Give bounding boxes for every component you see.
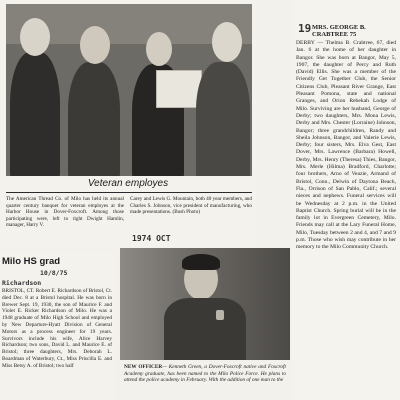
person-figure: [196, 62, 250, 176]
person-head: [146, 32, 172, 66]
caption-body: — Kenneth Green, a Dover-Foxcroft native and Foxcroft Academy graduate, has been named to the Milo Police Force. He plans to attend the police academy in February. With the addition of one man to the: [124, 364, 286, 384]
handwritten-date-note: 1974 OCT: [132, 234, 171, 243]
caption-label: NEW OFFICER: [124, 364, 163, 370]
handwritten-name: Richardson: [2, 279, 42, 287]
person-head: [20, 18, 50, 56]
person-figure: [10, 52, 60, 176]
award-plaque: [156, 70, 202, 108]
clipping-headline: Milo HS grad: [2, 256, 61, 267]
person-figure: [68, 62, 120, 176]
veteran-employes-photo: [6, 4, 252, 176]
photo-caption: Veteran employes: [87, 178, 169, 189]
person-head: [80, 26, 110, 64]
officer-photo: [120, 248, 290, 360]
handwritten-date: 10/8/75: [40, 269, 68, 277]
obituary-body: DERBY — Thelma B. Crabtree, 67, died Jan. 6 at the home of her daughter in Bangor. She was born at Bangor, May 5, 1907, the daughter of Percy and Ruth (David) Ellis. She was a member of the Friendly Get Together Club, the Senior Citizens Club, Pleasant River Grange, East Pleasant Pomona, state and national Granges, and Orion Rebekah Lodge of Milo. Surviving are her husband, George of Derby; two daughters, Mrs. Mona Lewis, Derby and Mrs. Chester (Lorraine) Johnson, Bangor; three grandchildren, Randy and Sheila Johnson, Bangor, and Valerie Lewis, Derby; four sisters, Mrs. Elva Gest, East Dover, Mrs. Lawrence (Barbara) Howell, Derby, Mrs. Henry (Theresa) Thies, Bangor, Mrs. Merle (Hilma) Bradford, Charlotte; four brothers, Arno of Veazie, Armand of Bristol, Conn., Delwin of Daytona Beach, Fla., Orrison of San Pablo, Calif.; several nieces and nephews. Funeral services will be Wednesday at 2 p.m. in the United Baptist Church. Spring burial will be in the family lot in Evergreen Cemetery, Milo. Friends may call at the Lary Funeral Home, Milo, Tuesday between 2 and 4, and 7 and 9 p.m. Those who wish may contribute in her memory to the Milo Community Church.: [296, 40, 396, 251]
new-officer-clipping: [120, 248, 290, 400]
person-head: [212, 22, 242, 62]
officer-badge: [216, 310, 224, 320]
caption-text-col1: The American Thread Co. of Milo has held its annual quarter century banquet for veteran employes at the Harbor House in Dover-Foxcroft. Among those participating were, left to right Dwight Hamlin, manager, Harry V.: [6, 196, 124, 229]
caption-text-col2: Carey and Lewis G. Mountain, both 40 year members, and Charles S. Johnson, vice president of manufacturing, who made presentations. (Bush Photo): [130, 196, 252, 216]
veteran-employes-clipping: [0, 0, 256, 248]
officer-caption: [124, 364, 286, 384]
officer-body: [164, 298, 246, 360]
obituary-headline: MRS. GEORGE B. CRABTREE 75: [312, 24, 366, 38]
officer-hair: [182, 254, 220, 270]
milo-hs-grad-clipping: [0, 252, 114, 400]
handwritten-number: 19: [298, 22, 312, 35]
obituary-clipping: [292, 0, 400, 400]
clipping-body: BRISTOL, CT. Robert E. Richardson of Bristol, Ct. died Dec. 8 at a Bristol hospital. He was born in Brewer Sept. 19, 1930, the son of Maurice F. and Violet E. Ricker Richardson of Milo. He was a 1948 graduate of Milo High School and employed by New Departure-Hyatt Division of General Motors as a process engineer for 19 years. Survivors include his wife, Alice Harvey Richardson; two sons, David L. and Maurice E. of Bristol; three daughters, Mrs. Deborah L. Boardman of Waterbury, Ct., Miss Priscilla E. and Miss Betsy A. of Bristol; two half: [2, 288, 112, 369]
